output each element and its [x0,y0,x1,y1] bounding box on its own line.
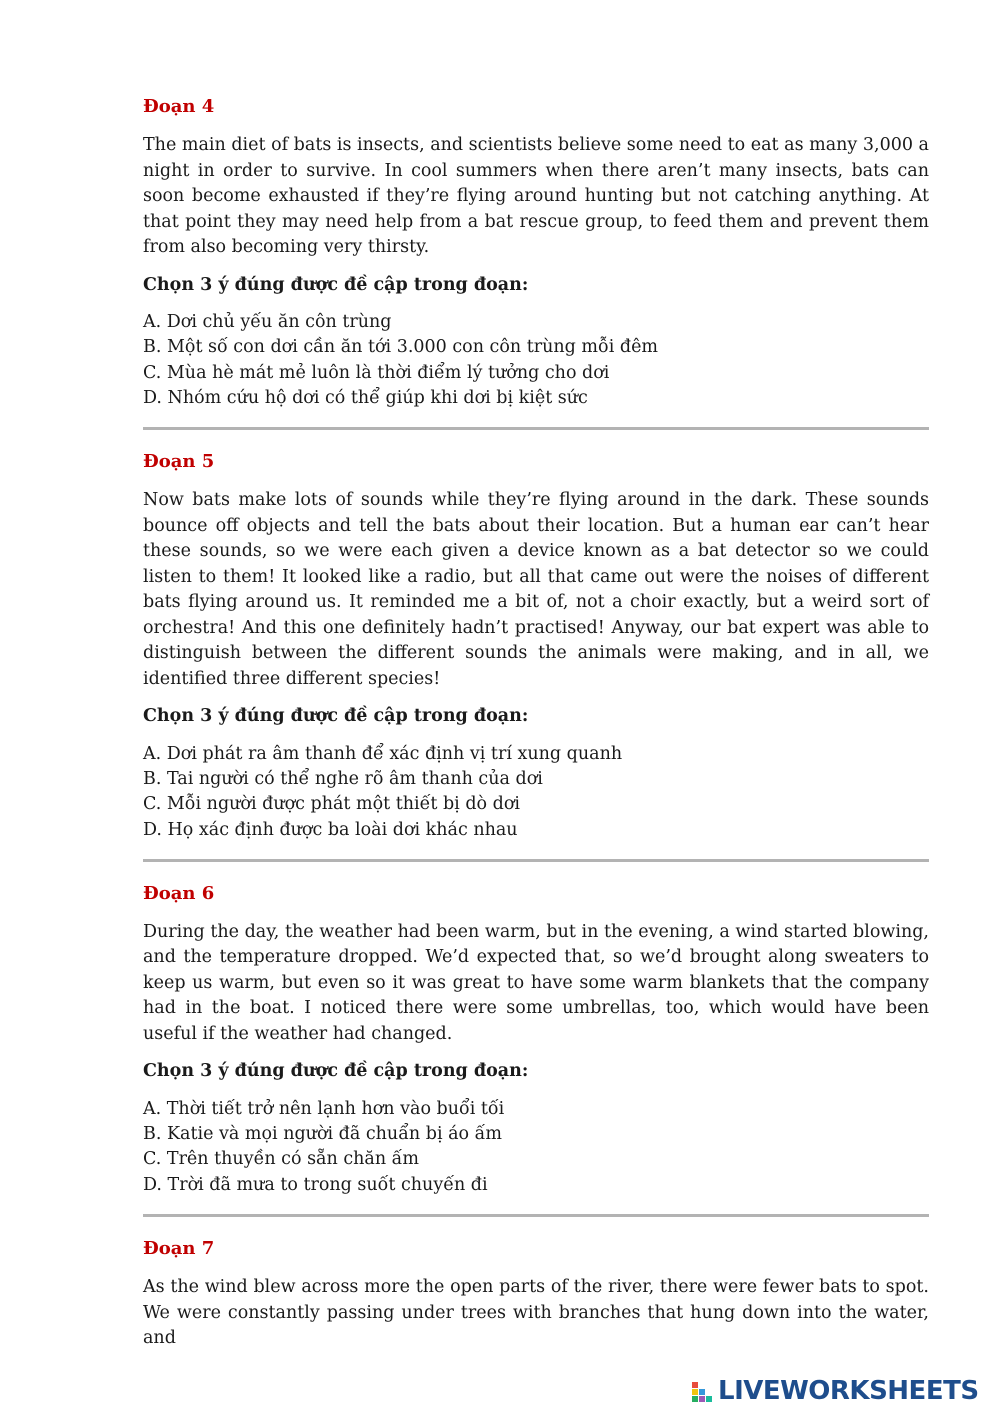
section-doan-4 [143,95,929,411]
section-title: Đoạn 5 [143,451,215,473]
passage-text: The main diet of bats is insects, and scientists believe some need to eat as many 3,000 a night in order to survive. In cool summers when there aren’t many insects, bats can soon become exhausted if they’re flying around hunting but not catching anything. At that point they may need help from a bat rescue group, to feed them and prevent them from also becoming very thirsty. [143,135,929,257]
option-d[interactable]: D. Nhóm cứu hộ dơi có thể giúp khi dơi bị kiệt sức [143,387,588,408]
passage-text: As the wind blew across more the open parts of the river, there were fewer bats to spot. We were constantly passing under trees with branches that hung down into the water, and [143,1277,929,1349]
section-doan-5 [143,450,929,843]
section-divider [143,1214,929,1217]
answer-options [143,1097,929,1198]
option-b[interactable]: B. Katie và mọi người đã chuẩn bị áo ấm [143,1124,502,1145]
option-d[interactable]: D. Trời đã mưa to trong suốt chuyến đi [143,1174,488,1195]
option-c[interactable]: C. Mùa hè mát mẻ luôn là thời điểm lý tưởng cho dơi [143,362,610,383]
option-d[interactable]: D. Họ xác định được ba loài dơi khác nhau [143,819,518,840]
section-doan-6 [143,882,929,1198]
option-a[interactable]: A. Thời tiết trở nên lạnh hơn vào buổi tối [143,1098,505,1119]
section-title: Đoạn 6 [143,882,215,904]
option-b[interactable]: B. Một số con dơi cần ăn tới 3.000 con côn trùng mỗi đêm [143,337,659,358]
section-doan-7 [143,1237,929,1349]
option-c[interactable]: C. Mỗi người được phát một thiết bị dò dơi [143,794,520,815]
brand-name: LIVEWORKSHEETS [718,1376,979,1406]
liveworksheets-logo-icon [692,1380,714,1402]
option-a[interactable]: A. Dơi phát ra âm thanh để xác định vị trí xung quanh [143,743,623,764]
option-b[interactable]: B. Tai người có thể nghe rõ âm thanh của dơi [143,768,543,789]
passage-clip [143,1275,929,1349]
question-prompt: Chọn 3 ý đúng được đề cập trong đoạn: [143,274,529,295]
option-c[interactable]: C. Trên thuyền có sẵn chăn ấm [143,1149,419,1170]
section-divider [143,859,929,862]
section-title: Đoạn 4 [143,96,215,117]
section-divider [143,427,929,430]
question-prompt: Chọn 3 ý đúng được đề cập trong đoạn: [143,706,529,727]
answer-options [143,742,929,843]
option-a[interactable]: A. Dơi chủ yếu ăn côn trùng [143,312,392,332]
section-title: Đoạn 7 [143,1238,215,1260]
answer-options [143,310,929,411]
worksheet-page [143,95,929,1349]
passage-text: Now bats make lots of sounds while they’re flying around in the dark. These sounds bounce off objects and tell the bats about their location. But a human ear can’t hear these sounds, so we were each given a device known as a bat detector so we could listen to them! It looked like a radio, but all that came out were the noises of different bats flying around us. It reminded me a bit of, not a choir exactly, but a weird sort of orchestra! And this one definitely hadn’t practised! Anyway, our bat expert was able to distinguish between the different sounds the animals were making, and in all, we identified three different species! [143,490,929,689]
question-prompt: Chọn 3 ý đúng được đề cập trong đoạn: [143,1061,529,1082]
liveworksheets-brand [692,1376,979,1406]
passage-text: During the day, the weather had been warm, but in the evening, a wind started blowing, and the temperature dropped. We’d expected that, so we’d brought along sweaters to keep us warm, but even so it was great to have some warm blankets that the company had in the boat. I noticed there were some umbrellas, too, which would have been useful if the weather had changed. [143,921,929,1044]
